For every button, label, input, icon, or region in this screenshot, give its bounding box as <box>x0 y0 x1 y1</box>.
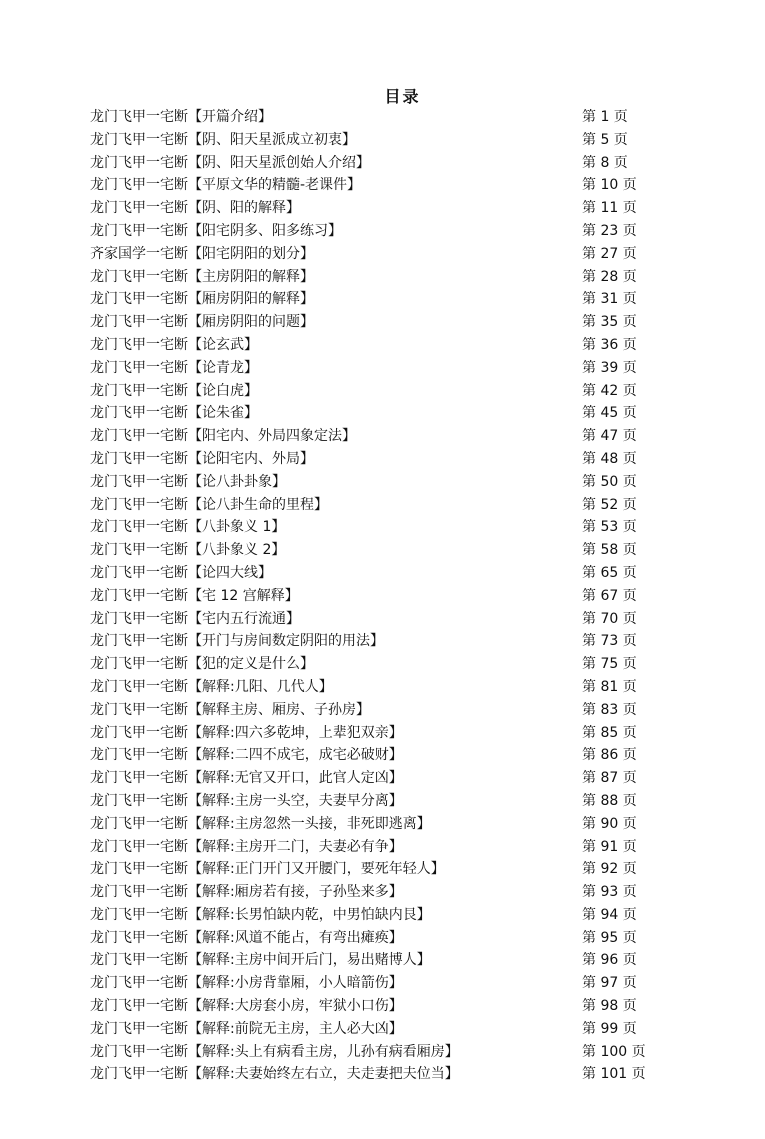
toc-entry-page: 第 86 页 <box>582 747 637 764</box>
toc-entry-page: 第 95 页 <box>582 929 637 946</box>
toc-entry-page: 第 96 页 <box>582 952 637 969</box>
toc-entry <box>90 539 670 562</box>
toc-entry-label: 龙门飞甲一宅断【八卦象义 1】 <box>90 519 286 536</box>
toc-entry <box>90 448 670 471</box>
toc-entry-label: 龙门飞甲一宅断【解释:长男怕缺内乾，中男怕缺内艮】 <box>90 906 431 923</box>
toc-entry-label: 龙门飞甲一宅断【阳宅内、外局四象定法】 <box>90 428 356 445</box>
toc-entry-label: 龙门飞甲一宅断【解释:风道不能占，有弯出瘫痪】 <box>90 929 403 946</box>
toc-entry-page: 第 98 页 <box>582 998 637 1015</box>
toc-entry-page: 第 28 页 <box>582 268 637 285</box>
toc-entry <box>90 357 670 380</box>
toc-entry <box>90 197 670 220</box>
toc-entry-label: 龙门飞甲一宅断【解释:主房开二门，夫妻必有争】 <box>90 838 403 855</box>
toc-entry <box>90 129 670 152</box>
toc-entry-page: 第 39 页 <box>582 359 637 376</box>
toc-entry-label: 龙门飞甲一宅断【平原文华的精髓-老课件】 <box>90 177 362 194</box>
toc-entry-label: 龙门飞甲一宅断【解释:四六多乾坤，上辈犯双亲】 <box>90 724 403 741</box>
toc-entry <box>90 995 670 1018</box>
toc-entry <box>90 767 670 790</box>
toc-entry-label: 龙门飞甲一宅断【论青龙】 <box>90 359 258 376</box>
toc-entry-label: 龙门飞甲一宅断【解释:夫妻始终左右立，夫走妻把夫位当】 <box>90 1066 459 1083</box>
toc-entry <box>90 380 670 403</box>
toc-entry <box>90 516 670 539</box>
toc-entry <box>90 949 670 972</box>
toc-entry-label: 龙门飞甲一宅断【主房阴阳的解释】 <box>90 268 314 285</box>
toc-entry <box>90 425 670 448</box>
toc-entry-label: 龙门飞甲一宅断【解释:主房中间开后门，易出赌博人】 <box>90 952 431 969</box>
toc-entry-label: 龙门飞甲一宅断【厢房阴阳的解释】 <box>90 291 314 308</box>
toc-entry-label: 龙门飞甲一宅断【解释:大房套小房，牢狱小口伤】 <box>90 998 403 1015</box>
toc-entry-page: 第 48 页 <box>582 450 637 467</box>
toc-entry <box>90 288 670 311</box>
toc-title: 目录 <box>384 87 421 106</box>
toc-entry <box>90 106 670 129</box>
toc-entry-page: 第 92 页 <box>582 861 637 878</box>
toc-entry-label: 龙门飞甲一宅断【解释:主房忽然一头接，非死即逃离】 <box>90 815 431 832</box>
toc-entry <box>90 972 670 995</box>
toc-entry-label: 龙门飞甲一宅断【厢房阴阳的问题】 <box>90 314 314 331</box>
toc-entry-label: 齐家国学一宅断【阳宅阴阳的划分】 <box>90 245 314 262</box>
toc-entry-page: 第 47 页 <box>582 428 637 445</box>
toc-entry <box>90 311 670 334</box>
toc-entry <box>90 152 670 175</box>
toc-entry <box>90 1063 670 1086</box>
toc-entry-label: 龙门飞甲一宅断【解释:二四不成宅，成宅必破财】 <box>90 747 403 764</box>
toc-entry-page: 第 27 页 <box>582 245 637 262</box>
toc-entry <box>90 471 670 494</box>
toc-entry <box>90 881 670 904</box>
toc-entry <box>90 836 670 859</box>
toc-entry-label: 龙门飞甲一宅断【阴、阳的解释】 <box>90 200 300 217</box>
toc-entry-page: 第 93 页 <box>582 884 637 901</box>
toc-entry-label: 龙门飞甲一宅断【宅 12 宫解释】 <box>90 587 299 604</box>
toc-entry <box>90 220 670 243</box>
toc-entry-page: 第 87 页 <box>582 770 637 787</box>
toc-entry <box>90 699 670 722</box>
toc-entry-label: 龙门飞甲一宅断【解释:几阳、几代人】 <box>90 678 333 695</box>
toc-entry-page: 第 65 页 <box>582 564 637 581</box>
toc-entry <box>90 402 670 425</box>
toc-entry-page: 第 70 页 <box>582 610 637 627</box>
toc-entry-label: 龙门飞甲一宅断【阴、阳天星派创始人介绍】 <box>90 154 370 171</box>
toc-entry <box>90 243 670 266</box>
toc-entry-label: 龙门飞甲一宅断【论八卦卦象】 <box>90 473 286 490</box>
toc-entry-label: 龙门飞甲一宅断【阴、阳天星派成立初衷】 <box>90 131 356 148</box>
toc-entry-label: 龙门飞甲一宅断【解释:小房背靠厢，小人暗箭伤】 <box>90 975 403 992</box>
toc-entry <box>90 858 670 881</box>
toc-entry-label: 龙门飞甲一宅断【论朱雀】 <box>90 405 258 422</box>
toc-entry-page: 第 94 页 <box>582 906 637 923</box>
toc-entry-label: 龙门飞甲一宅断【论玄武】 <box>90 336 258 353</box>
toc-entry-page: 第 83 页 <box>582 701 637 718</box>
toc-entry-label: 龙门飞甲一宅断【阳宅阴多、阳多练习】 <box>90 222 342 239</box>
toc-entry-page: 第 50 页 <box>582 473 637 490</box>
toc-entry-page: 第 75 页 <box>582 656 637 673</box>
toc-entry-label: 龙门飞甲一宅断【开篇介绍】 <box>90 109 272 125</box>
toc-entry-page: 第 42 页 <box>582 382 637 399</box>
toc-entry-label: 龙门飞甲一宅断【开门与房间数定阴阳的用法】 <box>90 633 384 650</box>
toc-entry-label: 龙门飞甲一宅断【解释:头上有病看主房，儿孙有病看厢房】 <box>90 1043 459 1060</box>
toc-entry <box>90 813 670 836</box>
toc-entry-page: 第 99 页 <box>582 1020 637 1037</box>
toc-entry-page: 第 11 页 <box>582 200 637 217</box>
toc-entry-label: 龙门飞甲一宅断【解释:前院无主房，主人必大凶】 <box>90 1020 403 1037</box>
toc-entry-page: 第 73 页 <box>582 633 637 650</box>
toc-entry-page: 第 88 页 <box>582 792 637 809</box>
toc-entry <box>90 334 670 357</box>
toc-entry-page: 第 35 页 <box>582 314 637 331</box>
toc-entry-page: 第 101 页 <box>582 1066 646 1083</box>
toc-entry <box>90 904 670 927</box>
table-of-contents <box>90 106 670 1086</box>
toc-entry-page: 第 1 页 <box>582 109 628 125</box>
toc-entry-label: 龙门飞甲一宅断【八卦象义 2】 <box>90 542 286 559</box>
toc-entry-page: 第 52 页 <box>582 496 637 513</box>
toc-entry <box>90 790 670 813</box>
toc-entry-label: 龙门飞甲一宅断【宅内五行流通】 <box>90 610 300 627</box>
toc-entry-label: 龙门飞甲一宅断【解释主房、厢房、子孙房】 <box>90 701 370 718</box>
toc-entry-page: 第 97 页 <box>582 975 637 992</box>
toc-entry-page: 第 5 页 <box>582 131 628 148</box>
toc-entry-label: 龙门飞甲一宅断【犯的定义是什么】 <box>90 656 314 673</box>
toc-entry-page: 第 31 页 <box>582 291 637 308</box>
toc-entry <box>90 1041 670 1064</box>
toc-entry-label: 龙门飞甲一宅断【论白虎】 <box>90 382 258 399</box>
toc-entry-label: 龙门飞甲一宅断【论八卦生命的里程】 <box>90 496 328 513</box>
toc-entry-label: 龙门飞甲一宅断【论阳宅内、外局】 <box>90 450 314 467</box>
toc-entry <box>90 927 670 950</box>
toc-entry-page: 第 81 页 <box>582 678 637 695</box>
toc-entry <box>90 494 670 517</box>
toc-entry <box>90 266 670 289</box>
toc-entry <box>90 174 670 197</box>
toc-entry <box>90 585 670 608</box>
toc-entry-page: 第 23 页 <box>582 222 637 239</box>
toc-entry <box>90 1018 670 1041</box>
toc-entry-page: 第 53 页 <box>582 519 637 536</box>
toc-entry-page: 第 45 页 <box>582 405 637 422</box>
toc-entry <box>90 722 670 745</box>
toc-entry <box>90 608 670 631</box>
toc-entry <box>90 653 670 676</box>
toc-entry-page: 第 100 页 <box>582 1043 646 1060</box>
toc-entry-page: 第 90 页 <box>582 815 637 832</box>
toc-entry-label: 龙门飞甲一宅断【解释:厢房若有接，子孙坠来多】 <box>90 884 403 901</box>
toc-entry-page: 第 8 页 <box>582 154 628 171</box>
toc-entry-page: 第 67 页 <box>582 587 637 604</box>
toc-entry <box>90 630 670 653</box>
toc-entry-label: 龙门飞甲一宅断【解释:主房一头空，夫妻早分离】 <box>90 792 403 809</box>
toc-entry-page: 第 36 页 <box>582 336 637 353</box>
toc-entry <box>90 676 670 699</box>
toc-entry <box>90 744 670 767</box>
toc-entry-page: 第 85 页 <box>582 724 637 741</box>
toc-entry-page: 第 10 页 <box>582 177 637 194</box>
toc-entry <box>90 562 670 585</box>
toc-entry-label: 龙门飞甲一宅断【论四大线】 <box>90 564 272 581</box>
toc-entry-page: 第 58 页 <box>582 542 637 559</box>
toc-entry-label: 龙门飞甲一宅断【解释:正门开门又开腰门，要死年轻人】 <box>90 861 445 878</box>
toc-entry-label: 龙门飞甲一宅断【解释:无官又开口，此官人定凶】 <box>90 770 403 787</box>
toc-entry-page: 第 91 页 <box>582 838 637 855</box>
